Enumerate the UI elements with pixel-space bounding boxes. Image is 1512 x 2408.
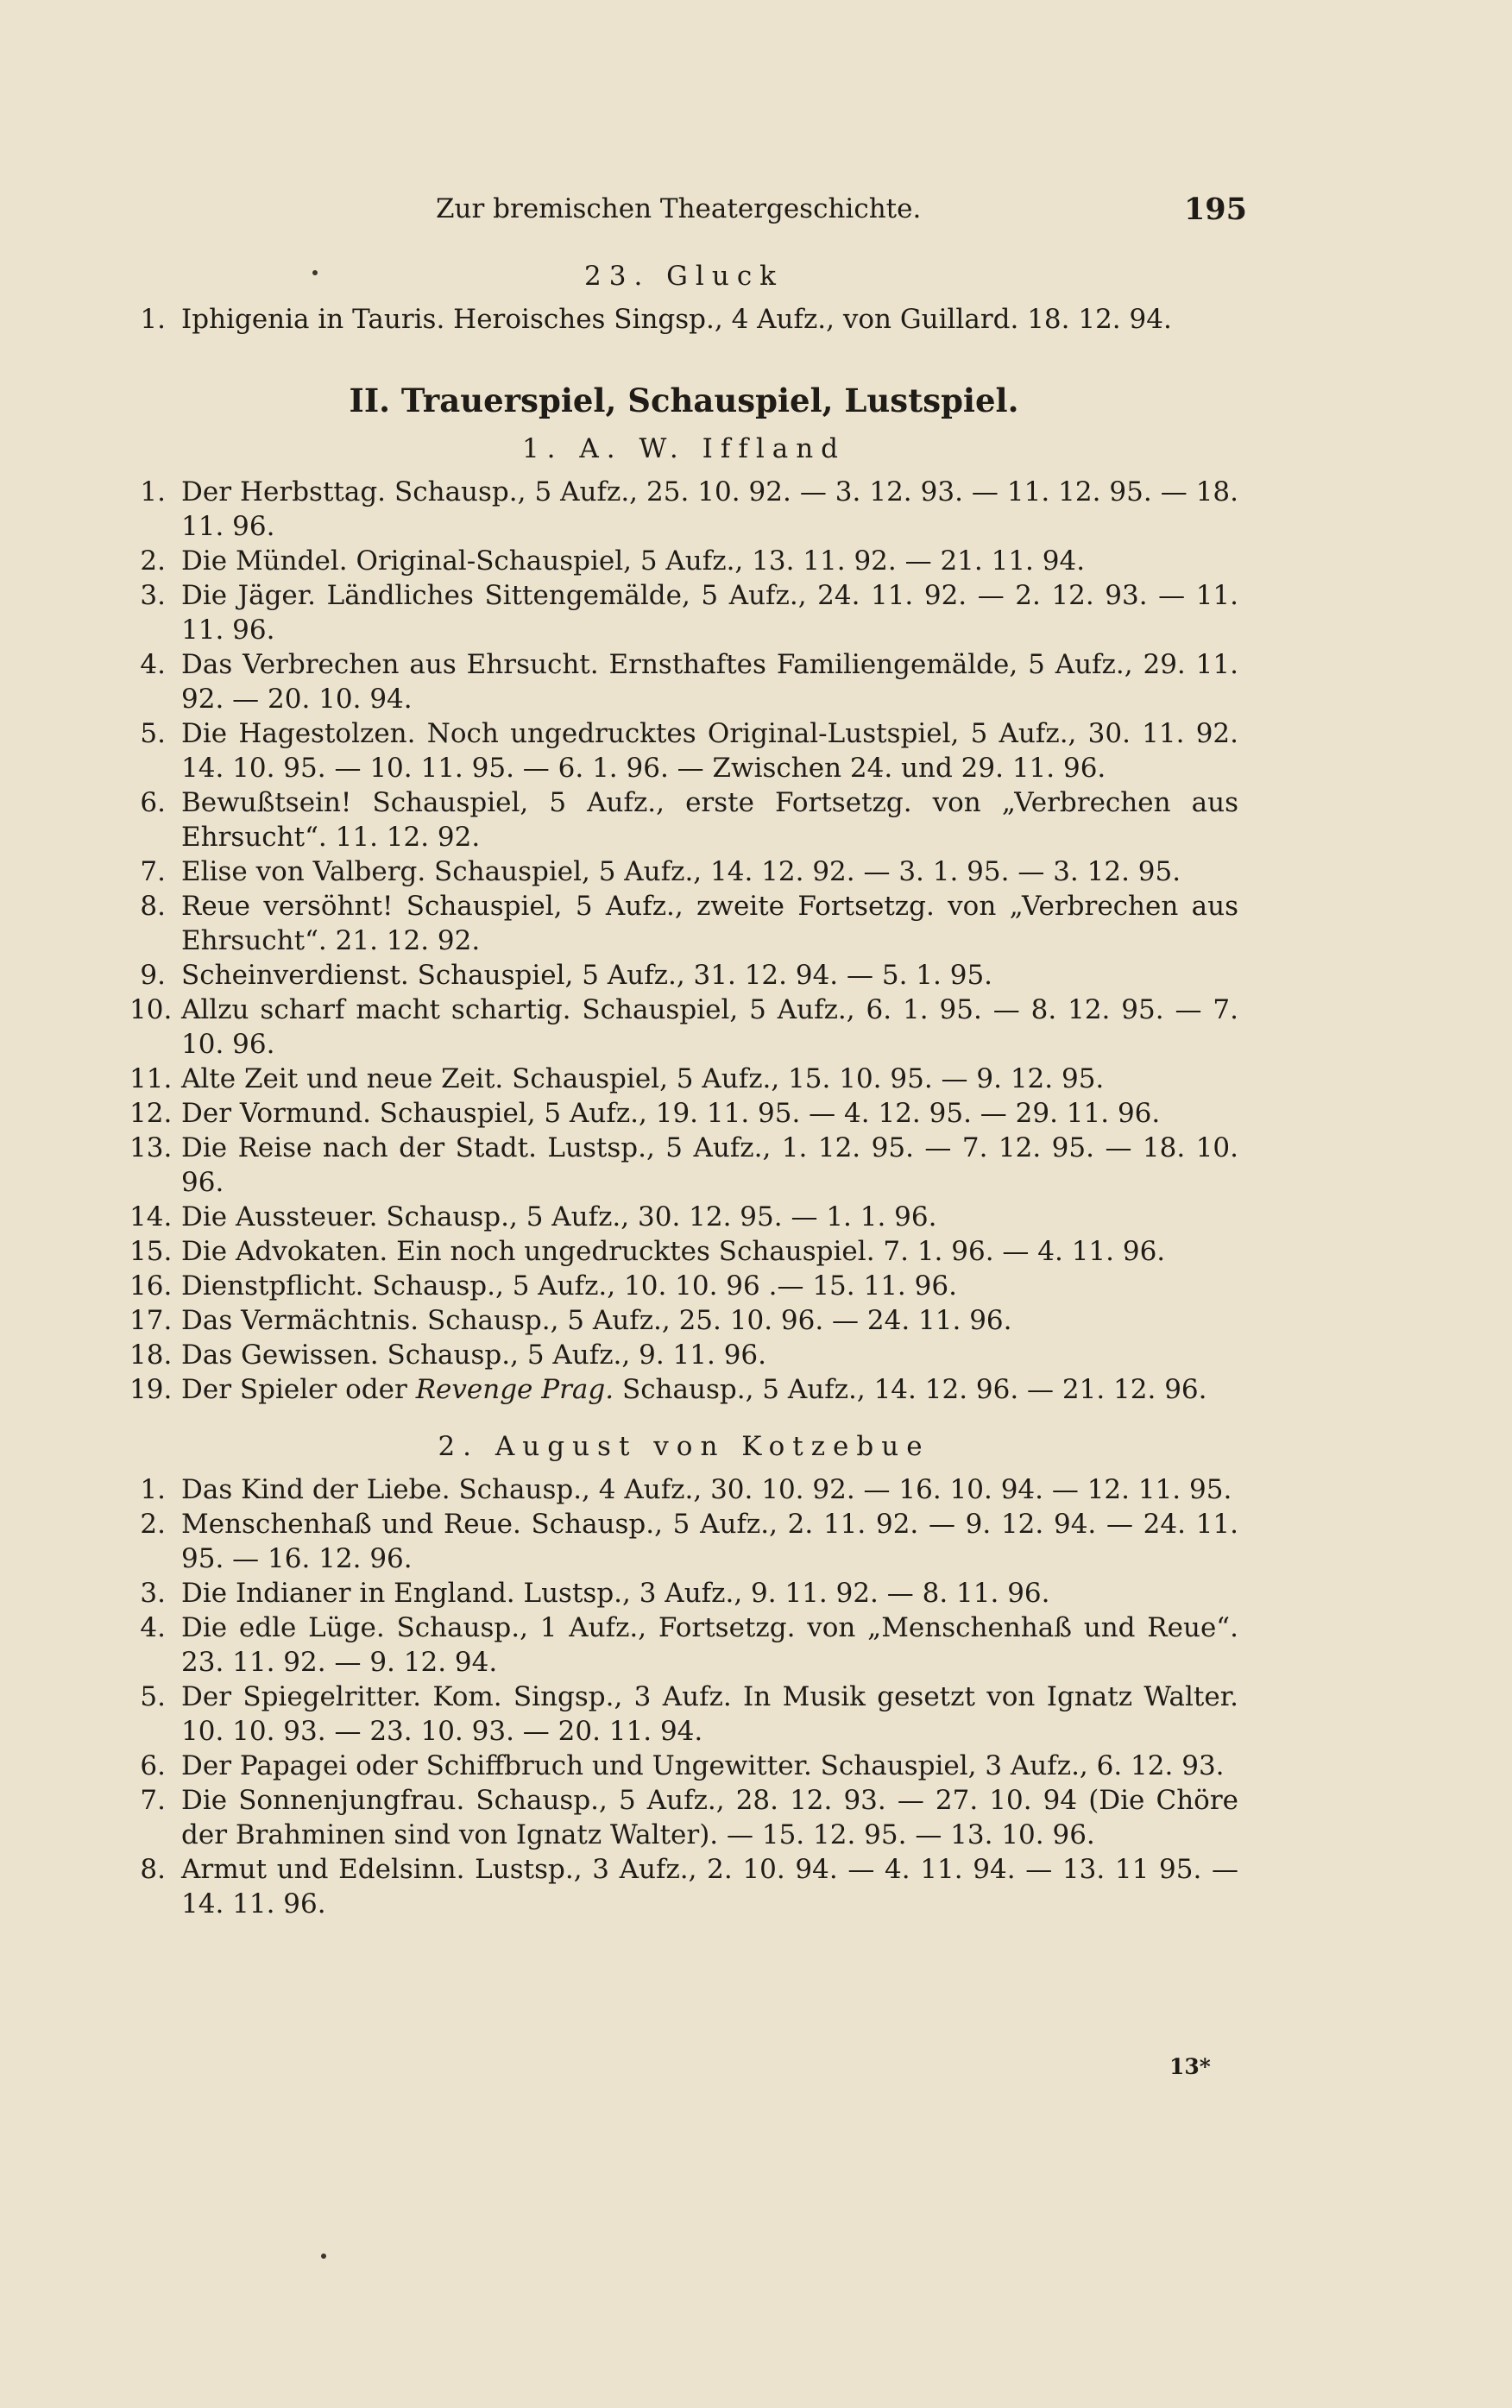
entry-number: 15. — [129, 1236, 173, 1267]
entry-number: 18. — [129, 1340, 173, 1371]
list-item — [129, 1507, 1238, 1576]
composer-heading: 23. Gluck — [584, 261, 784, 292]
entry-number: 8. — [140, 891, 166, 922]
running-title: Zur bremischen Theatergeschichte. — [436, 193, 922, 224]
entry-text: Der Herbsttag. Schausp., 5 Aufz., 25. 10. 92. — 3. 12. 93. — 11. 12. 95. — 18. 11. 96. — [181, 476, 1238, 542]
author-heading: 2. August von Kotzebue — [438, 1431, 930, 1462]
entry-text: Reue versöhnt! Schauspiel, 5 Aufz., zweite Fortsetzg. von „Verbrechen aus Ehrsucht“. 21. 12. 92. — [181, 891, 1238, 956]
entry-text: Die Advokaten. Ein noch ungedrucktes Schauspiel. 7. 1. 96. — 4. 11. 96. — [181, 1236, 1166, 1267]
entry-number: 1. — [140, 476, 166, 507]
author-heading: 1. A. W. Iffland — [521, 433, 847, 464]
entry-text: Bewußtsein! Schauspiel, 5 Aufz., erste Fortsetzg. von „Verbrechen aus Ehrsucht“. 11. 12. 92. — [181, 787, 1238, 853]
entry-number: 5. — [140, 718, 166, 749]
list-item — [129, 1472, 1238, 1507]
entry-number: 4. — [140, 1612, 166, 1643]
page-number: 195 — [1183, 192, 1247, 227]
list-item — [129, 1338, 1238, 1372]
page-content — [129, 259, 1238, 1921]
entry-number: 16. — [129, 1270, 173, 1302]
part-title: II. Trauerspiel, Schauspiel, Lustspiel. — [349, 381, 1019, 419]
entry-number: 12. — [129, 1098, 173, 1129]
entry-text: Die Hagestolzen. Noch ungedrucktes Original-Lustspiel, 5 Aufz., 30. 11. 92. 14. 10. 95. — 10. 11. 95. — 6. 1. 96. — Zwischen 24. und 29. 11. 96. — [181, 718, 1238, 784]
entry-text: Das Gewissen. Schausp., 5 Aufz., 9. 11. 96. — [181, 1340, 767, 1371]
entry-text: Der Spieler oder Revenge Prag. Schausp., 5 Aufz., 14. 12. 96. — 21. 12. 96. — [181, 1374, 1207, 1405]
list-item — [129, 544, 1238, 578]
list-item — [129, 1062, 1238, 1096]
entry-text: Elise von Valberg. Schauspiel, 5 Aufz., 14. 12. 92. — 3. 1. 95. — 3. 12. 95. — [181, 856, 1181, 887]
entry-number: 11. — [129, 1063, 173, 1094]
list-item — [129, 1576, 1238, 1611]
entry-text: Die Reise nach der Stadt. Lustsp., 5 Aufz., 1. 12. 95. — 7. 12. 95. — 18. 10. 96. — [181, 1132, 1238, 1198]
entry-text: Die edle Lüge. Schausp., 1 Aufz., Fortsetzg. von „Menschenhaß und Reue“. 23. 11. 92. — 9. 12. 94. — [181, 1612, 1238, 1678]
list-item — [129, 785, 1238, 854]
entry-list — [129, 1472, 1238, 1921]
entry-text: Die Mündel. Original-Schauspiel, 5 Aufz., 13. 11. 92. — 21. 11. 94. — [181, 545, 1086, 577]
entry-text: Der Vormund. Schauspiel, 5 Aufz., 19. 11. 95. — 4. 12. 95. — 29. 11. 96. — [181, 1098, 1161, 1129]
list-item — [129, 958, 1238, 993]
list-item — [129, 889, 1238, 958]
list-item — [129, 475, 1238, 544]
list-item — [129, 1372, 1238, 1407]
entry-text: Die Sonnenjungfrau. Schausp., 5 Aufz., 28. 12. 93. — 27. 10. 94 (Die Chöre der Brahminen sind von Ignatz Walter). — 15. 12. 95. — 13. 10. 96. — [181, 1785, 1238, 1850]
entry-number: 1. — [140, 1474, 166, 1505]
section-kotzebue — [129, 1429, 1238, 1921]
entry-number: 17. — [129, 1305, 173, 1336]
entry-number: 1. — [140, 304, 166, 335]
entry-number: 19. — [129, 1374, 173, 1405]
list-item — [129, 716, 1238, 785]
entry-text: Die Aussteuer. Schausp., 5 Aufz., 30. 12. 95. — 1. 1. 96. — [181, 1201, 937, 1232]
entry-text: Allzu scharf macht schartig. Schauspiel, 5 Aufz., 6. 1. 95. — 8. 12. 95. — 7. 10. 96. — [181, 994, 1238, 1060]
entry-text: Die Indianer in England. Lustsp., 3 Aufz., 9. 11. 92. — 8. 11. 96. — [181, 1578, 1050, 1609]
entry-number: 7. — [140, 1785, 166, 1816]
entry-text: Alte Zeit und neue Zeit. Schauspiel, 5 Aufz., 15. 10. 95. — 9. 12. 95. — [181, 1063, 1105, 1094]
entry-text: Die Jäger. Ländliches Sittengemälde, 5 Aufz., 24. 11. 92. — 2. 12. 93. — 11. 11. 96. — [181, 580, 1238, 646]
list-item — [129, 1303, 1238, 1338]
entry-text: Der Spiegelritter. Kom. Singsp., 3 Aufz. In Musik gesetzt von Ignatz Walter. 10. 10. 93. — 23. 10. 93. — 20. 11. 94. — [181, 1681, 1238, 1747]
entry-number: 14. — [129, 1201, 173, 1232]
entry-number: 10. — [129, 994, 173, 1025]
entry-number: 9. — [140, 960, 166, 991]
entry-number: 2. — [140, 1509, 166, 1540]
entry-number: 3. — [140, 1578, 166, 1609]
running-head — [436, 192, 1247, 230]
list-item — [129, 1200, 1238, 1234]
entry-text: Der Papagei oder Schiffbruch und Ungewitter. Schauspiel, 3 Aufz., 6. 12. 93. — [181, 1750, 1225, 1781]
entry-text: Iphigenia in Tauris. Heroisches Singsp., 4 Aufz., von Guillard. 18. 12. 94. — [181, 304, 1172, 335]
list-item — [129, 1783, 1238, 1852]
list-item — [129, 993, 1238, 1062]
list-item — [129, 647, 1238, 716]
list-item — [129, 1680, 1238, 1749]
section-gluck — [129, 259, 1238, 337]
entry-text: Scheinverdienst. Schauspiel, 5 Aufz., 31. 12. 94. — 5. 1. 95. — [181, 960, 993, 991]
list-item — [129, 1852, 1238, 1921]
entry-text: Armut und Edelsinn. Lustsp., 3 Aufz., 2. 10. 94. — 4. 11. 94. — 13. 11 95. — 14. 11. 96. — [181, 1854, 1238, 1919]
list-item — [129, 854, 1238, 889]
entry-number: 7. — [140, 856, 166, 887]
list-item — [129, 1269, 1238, 1303]
signature-mark: 13* — [1169, 2054, 1211, 2079]
entry-number: 3. — [140, 580, 166, 611]
list-item — [129, 302, 1238, 337]
entry-number: 4. — [140, 649, 166, 680]
entry-text: Das Vermächtnis. Schausp., 5 Aufz., 25. 10. 96. — 24. 11. 96. — [181, 1305, 1012, 1336]
entry-number: 5. — [140, 1681, 166, 1712]
list-item — [129, 1749, 1238, 1783]
list-item — [129, 578, 1238, 647]
entry-text: Das Kind der Liebe. Schausp., 4 Aufz., 30. 10. 92. — 16. 10. 94. — 12. 11. 95. — [181, 1474, 1232, 1505]
list-item — [129, 1234, 1238, 1269]
entry-text: Dienstpflicht. Schausp., 5 Aufz., 10. 10. 96 .— 15. 11. 96. — [181, 1270, 957, 1302]
entry-list — [129, 475, 1238, 1407]
entry-number: 6. — [140, 787, 166, 818]
section-iffland — [129, 432, 1238, 1407]
entry-number: 2. — [140, 545, 166, 577]
entry-number: 8. — [140, 1854, 166, 1885]
list-item — [129, 1131, 1238, 1200]
entry-number: 6. — [140, 1750, 166, 1781]
list-item — [129, 1096, 1238, 1131]
entry-number: 13. — [129, 1132, 173, 1163]
entry-text: Das Verbrechen aus Ehrsucht. Ernsthaftes Familiengemälde, 5 Aufz., 29. 11. 92. — 20. 10. 94. — [181, 649, 1238, 715]
entry-text: Menschenhaß und Reue. Schausp., 5 Aufz., 2. 11. 92. — 9. 12. 94. — 24. 11. 95. — 16. 12. 96. — [181, 1509, 1238, 1574]
list-item — [129, 1611, 1238, 1680]
